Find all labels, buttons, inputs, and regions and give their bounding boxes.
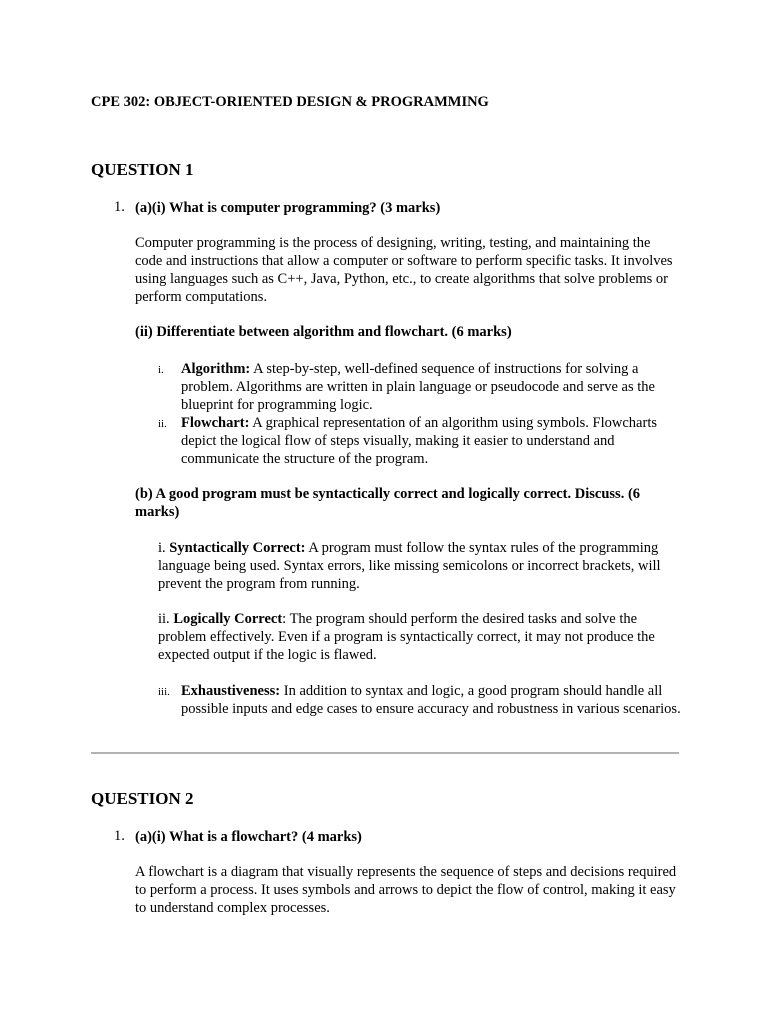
q1-a-i-answer: Computer programming is the process of designing, writing, testing, and maintaining the code and instructions that allow a computer or software to perform specific tasks. It involves using languages such as C++, Java, Python, etc., to create algorithms that solve problems or perform computations. [135,235,673,305]
list-marker: iii. [158,686,170,698]
q2-a-i-title: (a)(i) What is a flowchart? (4 marks) [135,829,362,845]
point-text: A program must follow the syntax rules of the programming language being used. Syntax errors, like missing semicolons or incorrect brackets, will prevent the program from running. [158,540,661,592]
list-marker: ii. [158,418,167,430]
term: Logically Correct [173,611,283,627]
horizontal-divider [91,752,679,754]
q1-item-number: 1. [114,199,125,215]
logically-correct-point [158,610,683,664]
term: Exhaustiveness: [181,683,281,699]
q1-b-title: (b) A good program must be syntactically correct and logically correct. Discuss. (6 marks) [135,486,641,520]
question-2-heading: QUESTION 2 [91,789,194,808]
point-text: In addition to syntax and logic, a good program should handle all possible inputs and edge cases to ensure accuracy and robustness in various scenarios. [181,683,681,717]
syntactically-correct-point [158,539,683,593]
flowchart-definition [181,414,681,468]
term: Algorithm: [181,361,251,377]
point-prefix: ii. [158,611,174,627]
q2-item-number: 1. [114,828,125,844]
list-marker: i. [158,364,164,376]
definition-text: A graphical representation of an algorithm using symbols. Flowcharts depict the logical flow of steps visually, making it easier to understand and communicate the structure of the program. [181,415,657,467]
exhaustiveness-point [181,682,681,718]
q1-a-ii-title: (ii) Differentiate between algorithm and flowchart. (6 marks) [135,324,512,340]
term: Syntactically Correct: [169,540,306,556]
point-prefix: i. [158,540,170,556]
course-title: CPE 302: OBJECT-ORIENTED DESIGN & PROGRAMMING [91,94,489,110]
point-text: : The program should perform the desired tasks and solve the problem effectively. Even if a program is syntactically correct, it may not produce the expected output if the logic is flawed. [158,611,655,663]
term: Flowchart: [181,415,250,431]
q1-a-i-title: (a)(i) What is computer programming? (3 marks) [135,200,441,216]
question-1-heading: QUESTION 1 [91,160,194,179]
q2-a-i-answer: A flowchart is a diagram that visually represents the sequence of steps and decisions required to perform a process. It uses symbols and arrows to depict the flow of control, making it easy to understand complex processes. [135,864,677,916]
algorithm-definition [181,360,681,414]
definition-text: A step-by-step, well-defined sequence of instructions for solving a problem. Algorithms are written in plain language or pseudocode and serve as the blueprint for programming logic. [181,361,655,413]
